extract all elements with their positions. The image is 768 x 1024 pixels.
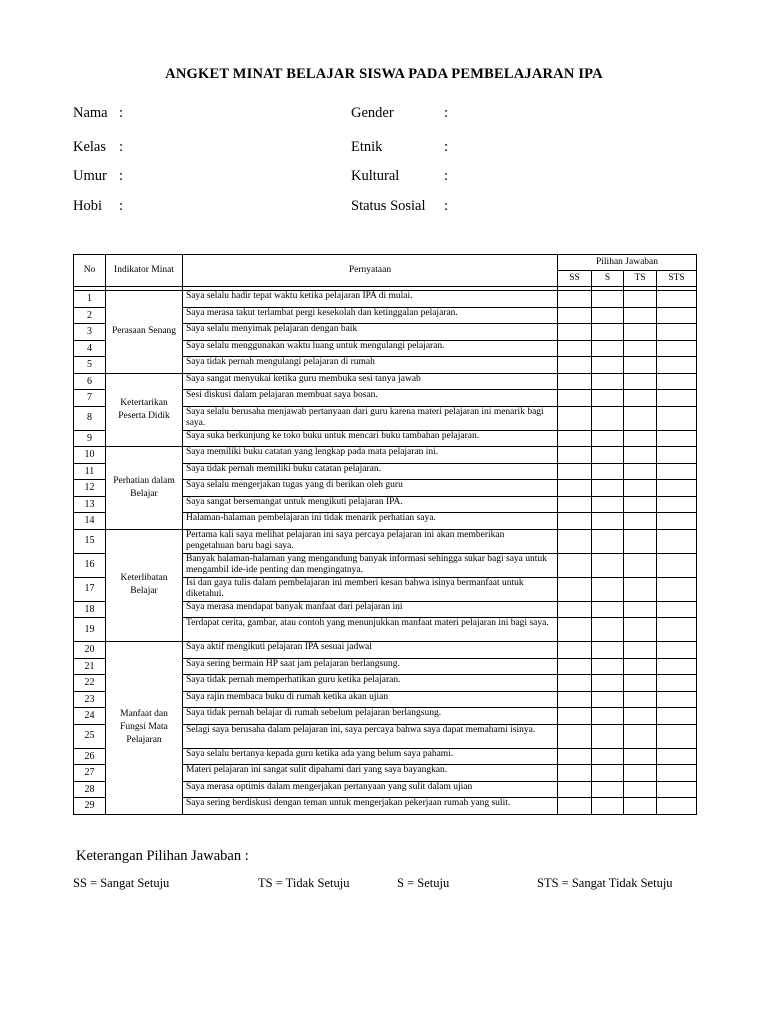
answer-cell-sts[interactable]: [657, 307, 697, 324]
header-no: No: [74, 255, 106, 287]
answer-cell-s[interactable]: [592, 529, 624, 553]
answer-cell-ss[interactable]: [558, 724, 592, 748]
row-number: 20: [74, 642, 106, 659]
answer-cell-sts[interactable]: [657, 480, 697, 497]
field-label: Hobi: [73, 198, 102, 214]
field-hobi: [73, 198, 124, 215]
answer-cell-ss[interactable]: [558, 480, 592, 497]
answer-cell-ts[interactable]: [624, 447, 657, 464]
statement-cell: Materi pelajaran ini sangat sulit dipahami dari yang saya bayangkan.: [183, 765, 558, 782]
statement-cell: Saya aktif mengikuti pelajaran IPA sesuai jadwal: [183, 642, 558, 659]
indikator-cell: Keterlibatan Belajar: [106, 529, 183, 642]
answer-cell-ss[interactable]: [558, 373, 592, 390]
answer-cell-sts[interactable]: [657, 618, 697, 642]
answer-cell-ts[interactable]: [624, 781, 657, 798]
answer-cell-s[interactable]: [592, 357, 624, 374]
header-pilihan-jawaban: Pilihan Jawaban: [558, 255, 697, 271]
answer-cell-ss[interactable]: [558, 357, 592, 374]
answer-cell-sts[interactable]: [657, 642, 697, 659]
answer-cell-s[interactable]: [592, 324, 624, 341]
table-row: [74, 373, 697, 390]
row-number: 11: [74, 463, 106, 480]
row-number: 28: [74, 781, 106, 798]
page-title: ANGKET MINAT BELAJAR SISWA PADA PEMBELAJARAN IPA: [165, 66, 603, 82]
answer-cell-sts[interactable]: [657, 447, 697, 464]
field-colon: :: [444, 105, 449, 121]
statement-cell: Saya selalu menyimak pelajaran dengan baik: [183, 324, 558, 341]
field-colon: :: [119, 105, 124, 121]
answer-cell-ts[interactable]: [624, 513, 657, 530]
row-number: 17: [74, 577, 106, 601]
header-option-s: S: [592, 271, 624, 287]
questionnaire-table: [73, 254, 697, 815]
statement-cell: Saya tidak pernah mengulangi pelajaran di rumah: [183, 357, 558, 374]
answer-cell-ts[interactable]: [624, 601, 657, 618]
row-number: 29: [74, 798, 106, 815]
answer-cell-s[interactable]: [592, 601, 624, 618]
answer-cell-s[interactable]: [592, 390, 624, 407]
table-row: [74, 447, 697, 464]
statement-cell: Saya tidak pernah memiliki buku catatan pelajaran.: [183, 463, 558, 480]
answer-cell-sts[interactable]: [657, 577, 697, 601]
table-row: [74, 642, 697, 659]
row-number: 6: [74, 373, 106, 390]
answer-cell-s[interactable]: [592, 675, 624, 692]
statement-cell: Isi dan gaya tulis dalam pembelajaran ini memberi kesan bahwa isinya bermanfaat untuk diketahui.: [183, 577, 558, 601]
answer-cell-ts[interactable]: [624, 748, 657, 765]
statement-cell: Saya suka berkunjung ke toko buku untuk mencari buku tambahan pelajaran.: [183, 430, 558, 447]
statement-cell: Saya sering berdiskusi dengan teman untuk mengerjakan pekerjaan rumah yang sulit.: [183, 798, 558, 815]
row-number: 1: [74, 291, 106, 308]
answer-cell-ss[interactable]: [558, 406, 592, 430]
field-label: Status Sosial: [351, 198, 426, 214]
answer-cell-ss[interactable]: [558, 447, 592, 464]
statement-cell: Saya rajin membaca buku di rumah ketika akan ujian: [183, 691, 558, 708]
field-colon: :: [119, 198, 124, 214]
answer-cell-ts[interactable]: [624, 340, 657, 357]
answer-cell-sts[interactable]: [657, 430, 697, 447]
statement-cell: Banyak halaman-halaman yang mengandung banyak informasi sehingga sukar bagi saya untuk mengambil ide-ide penting dan mengingatnya.: [183, 553, 558, 577]
answer-cell-ss[interactable]: [558, 675, 592, 692]
answer-cell-ss[interactable]: [558, 307, 592, 324]
field-etnik: [351, 139, 449, 156]
answer-cell-ts[interactable]: [624, 463, 657, 480]
answer-cell-ss[interactable]: [558, 691, 592, 708]
answer-cell-sts[interactable]: [657, 340, 697, 357]
answer-cell-ts[interactable]: [624, 798, 657, 815]
statement-cell: Saya sering bermain HP saat jam pelajaran berlangsung.: [183, 658, 558, 675]
row-number: 7: [74, 390, 106, 407]
answer-cell-ss[interactable]: [558, 324, 592, 341]
table-row: [74, 529, 697, 553]
field-colon: :: [119, 168, 124, 184]
field-label: Kelas: [73, 139, 107, 155]
statement-cell: Saya sangat bersemangat untuk mengikuti pelajaran IPA.: [183, 496, 558, 513]
answer-cell-sts[interactable]: [657, 324, 697, 341]
indikator-cell: Perhatian dalam Belajar: [106, 447, 183, 530]
answer-cell-ss[interactable]: [558, 577, 592, 601]
answer-cell-s[interactable]: [592, 724, 624, 748]
field-colon: :: [119, 139, 124, 155]
indikator-cell: Ketertarikan Peserta Didik: [106, 373, 183, 447]
legend-sts: STS = Sangat Tidak Setuju: [537, 876, 673, 890]
row-number: 4: [74, 340, 106, 357]
field-nama: [73, 105, 124, 122]
statement-cell: Saya merasa mendapat banyak manfaat dari pelajaran ini: [183, 601, 558, 618]
answer-cell-ss[interactable]: [558, 513, 592, 530]
header-pernyataan: Pernyataan: [183, 255, 558, 287]
answer-cell-ss[interactable]: [558, 642, 592, 659]
answer-cell-sts[interactable]: [657, 406, 697, 430]
answer-cell-sts[interactable]: [657, 708, 697, 725]
answer-cell-ts[interactable]: [624, 724, 657, 748]
statement-cell: Saya selalu menggunakan waktu luang untuk mengulangi pelajaran.: [183, 340, 558, 357]
answer-cell-sts[interactable]: [657, 601, 697, 618]
field-label: Etnik: [351, 139, 383, 155]
answer-cell-ts[interactable]: [624, 618, 657, 642]
answer-cell-s[interactable]: [592, 553, 624, 577]
answer-cell-ts[interactable]: [624, 765, 657, 782]
statement-cell: Pertama kali saya melihat pelajaran ini saya percaya pelajaran ini akan memberikan pengetahuan baru bagi saya.: [183, 529, 558, 553]
answer-cell-ss[interactable]: [558, 618, 592, 642]
answer-cell-ss[interactable]: [558, 496, 592, 513]
legend-ss: SS = Sangat Setuju: [73, 876, 170, 890]
answer-cell-ts[interactable]: [624, 307, 657, 324]
answer-cell-ss[interactable]: [558, 798, 592, 815]
answer-cell-sts[interactable]: [657, 463, 697, 480]
answer-cell-s[interactable]: [592, 430, 624, 447]
answer-cell-s[interactable]: [592, 781, 624, 798]
header-indikator: Indikator Minat: [106, 255, 183, 287]
answer-cell-ss[interactable]: [558, 291, 592, 308]
header-option-ss: SS: [558, 271, 592, 287]
answer-cell-s[interactable]: [592, 291, 624, 308]
answer-cell-ss[interactable]: [558, 430, 592, 447]
row-number: 23: [74, 691, 106, 708]
statement-cell: Saya merasa takut terlambat pergi kesekolah dan ketinggalan pelajaran.: [183, 307, 558, 324]
statement-cell: Saya tidak pernah memperhatikan guru ketika pelajaran.: [183, 675, 558, 692]
answer-cell-ts[interactable]: [624, 708, 657, 725]
answer-cell-sts[interactable]: [657, 675, 697, 692]
answer-cell-sts[interactable]: [657, 724, 697, 748]
field-label: Umur: [73, 168, 107, 184]
row-number: 24: [74, 708, 106, 725]
statement-cell: Halaman-halaman pembelajaran ini tidak menarik perhatian saya.: [183, 513, 558, 530]
field-kelas: [73, 139, 124, 156]
field-umur: [73, 168, 124, 185]
row-number: 21: [74, 658, 106, 675]
row-number: 14: [74, 513, 106, 530]
answer-cell-sts[interactable]: [657, 781, 697, 798]
row-number: 12: [74, 480, 106, 497]
row-number: 25: [74, 724, 106, 748]
answer-cell-s[interactable]: [592, 618, 624, 642]
answer-cell-s[interactable]: [592, 798, 624, 815]
answer-cell-s[interactable]: [592, 480, 624, 497]
answer-cell-sts[interactable]: [657, 496, 697, 513]
field-colon: :: [444, 198, 449, 214]
row-number: 5: [74, 357, 106, 374]
answer-cell-ss[interactable]: [558, 658, 592, 675]
statement-cell: Saya selalu mengerjakan tugas yang di berikan oleh guru: [183, 480, 558, 497]
row-number: 16: [74, 553, 106, 577]
answer-cell-s[interactable]: [592, 463, 624, 480]
field-gender: [351, 105, 449, 122]
answer-cell-sts[interactable]: [657, 691, 697, 708]
row-number: 2: [74, 307, 106, 324]
answer-cell-sts[interactable]: [657, 553, 697, 577]
field-label: Gender: [351, 105, 394, 121]
answer-cell-ss[interactable]: [558, 390, 592, 407]
answer-cell-ts[interactable]: [624, 642, 657, 659]
answer-cell-s[interactable]: [592, 708, 624, 725]
statement-cell: Saya selalu hadir tepat waktu ketika pelajaran IPA di mulai.: [183, 291, 558, 308]
answer-cell-ss[interactable]: [558, 765, 592, 782]
answer-cell-ss[interactable]: [558, 781, 592, 798]
answer-cell-s[interactable]: [592, 642, 624, 659]
statement-cell: Saya sangat menyukai ketika guru membuka sesi tanya jawab: [183, 373, 558, 390]
indikator-cell: Manfaat dan Fungsi Mata Pelajaran: [106, 642, 183, 815]
answer-cell-sts[interactable]: [657, 390, 697, 407]
header-option-ts: TS: [624, 271, 657, 287]
answer-cell-sts[interactable]: [657, 357, 697, 374]
answer-cell-ss[interactable]: [558, 463, 592, 480]
answer-cell-ts[interactable]: [624, 577, 657, 601]
row-number: 27: [74, 765, 106, 782]
answer-cell-ss[interactable]: [558, 553, 592, 577]
answer-cell-ss[interactable]: [558, 748, 592, 765]
answer-cell-ts[interactable]: [624, 373, 657, 390]
answer-cell-ts[interactable]: [624, 529, 657, 553]
questionnaire-body: [74, 291, 697, 815]
answer-cell-s[interactable]: [592, 496, 624, 513]
row-number: 10: [74, 447, 106, 464]
field-status-sosial: [351, 198, 449, 215]
answer-cell-ts[interactable]: [624, 675, 657, 692]
row-number: 9: [74, 430, 106, 447]
row-number: 8: [74, 406, 106, 430]
field-label: Kultural: [351, 168, 400, 184]
answer-cell-s[interactable]: [592, 577, 624, 601]
answer-cell-s[interactable]: [592, 373, 624, 390]
row-number: 3: [74, 324, 106, 341]
answer-cell-ss[interactable]: [558, 708, 592, 725]
answer-cell-s[interactable]: [592, 513, 624, 530]
statement-cell: Saya selalu berusaha menjawab pertanyaan dari guru karena materi pelajaran ini menarik bagi saya.: [183, 406, 558, 430]
answer-cell-s[interactable]: [592, 406, 624, 430]
answer-cell-sts[interactable]: [657, 798, 697, 815]
answer-cell-ts[interactable]: [624, 357, 657, 374]
row-number: 15: [74, 529, 106, 553]
statement-cell: Saya selalu bertanya kepada guru ketika ada yang belum saya pahami.: [183, 748, 558, 765]
statement-cell: Saya merasa optimis dalam mengerjakan pertanyaan yang sulit dalam ujian: [183, 781, 558, 798]
answer-cell-sts[interactable]: [657, 529, 697, 553]
keterangan-label: Keterangan Pilihan Jawaban :: [76, 848, 249, 864]
answer-cell-s[interactable]: [592, 765, 624, 782]
field-kultural: [351, 168, 449, 185]
statement-cell: Saya memiliki buku catatan yang lengkap pada mata pelajaran ini.: [183, 447, 558, 464]
statement-cell: Saya tidak pernah belajar di rumah sebelum pelajaran berlangsung.: [183, 708, 558, 725]
answer-cell-s[interactable]: [592, 340, 624, 357]
row-number: 26: [74, 748, 106, 765]
header-option-sts: STS: [657, 271, 697, 287]
answer-cell-ts[interactable]: [624, 658, 657, 675]
row-number: 19: [74, 618, 106, 642]
answer-cell-ts[interactable]: [624, 691, 657, 708]
answer-cell-ts[interactable]: [624, 430, 657, 447]
answer-cell-sts[interactable]: [657, 765, 697, 782]
legend-s: S = Setuju: [397, 876, 450, 890]
row-number: 13: [74, 496, 106, 513]
answer-cell-ts[interactable]: [624, 553, 657, 577]
statement-cell: Sesi diskusi dalam pelajaran membuat saya bosan.: [183, 390, 558, 407]
answer-cell-s[interactable]: [592, 748, 624, 765]
answer-cell-ss[interactable]: [558, 601, 592, 618]
row-number: 22: [74, 675, 106, 692]
field-colon: :: [444, 168, 449, 184]
answer-cell-ss[interactable]: [558, 340, 592, 357]
answer-cell-sts[interactable]: [657, 291, 697, 308]
answer-cell-ts[interactable]: [624, 480, 657, 497]
row-number: 18: [74, 601, 106, 618]
table-row: [74, 291, 697, 308]
field-colon: :: [444, 139, 449, 155]
statement-cell: Terdapat cerita, gambar, atau contoh yang menunjukkan manfaat materi pelajaran ini bagi saya.: [183, 618, 558, 642]
answer-cell-ts[interactable]: [624, 406, 657, 430]
answer-cell-s[interactable]: [592, 658, 624, 675]
answer-cell-sts[interactable]: [657, 658, 697, 675]
answer-cell-ts[interactable]: [624, 390, 657, 407]
answer-cell-sts[interactable]: [657, 748, 697, 765]
answer-cell-sts[interactable]: [657, 373, 697, 390]
legend-ts: TS = Tidak Setuju: [258, 876, 350, 890]
answer-cell-ss[interactable]: [558, 529, 592, 553]
answer-cell-s[interactable]: [592, 307, 624, 324]
field-label: Nama: [73, 105, 108, 121]
answer-cell-sts[interactable]: [657, 513, 697, 530]
answer-cell-s[interactable]: [592, 691, 624, 708]
answer-cell-ts[interactable]: [624, 324, 657, 341]
indikator-cell: Perasaan Senang: [106, 291, 183, 374]
answer-cell-s[interactable]: [592, 447, 624, 464]
answer-cell-ts[interactable]: [624, 291, 657, 308]
answer-cell-ts[interactable]: [624, 496, 657, 513]
statement-cell: Selagi saya berusaha dalam pelajaran ini, saya percaya bahwa saya dapat memahami isinya.: [183, 724, 558, 748]
